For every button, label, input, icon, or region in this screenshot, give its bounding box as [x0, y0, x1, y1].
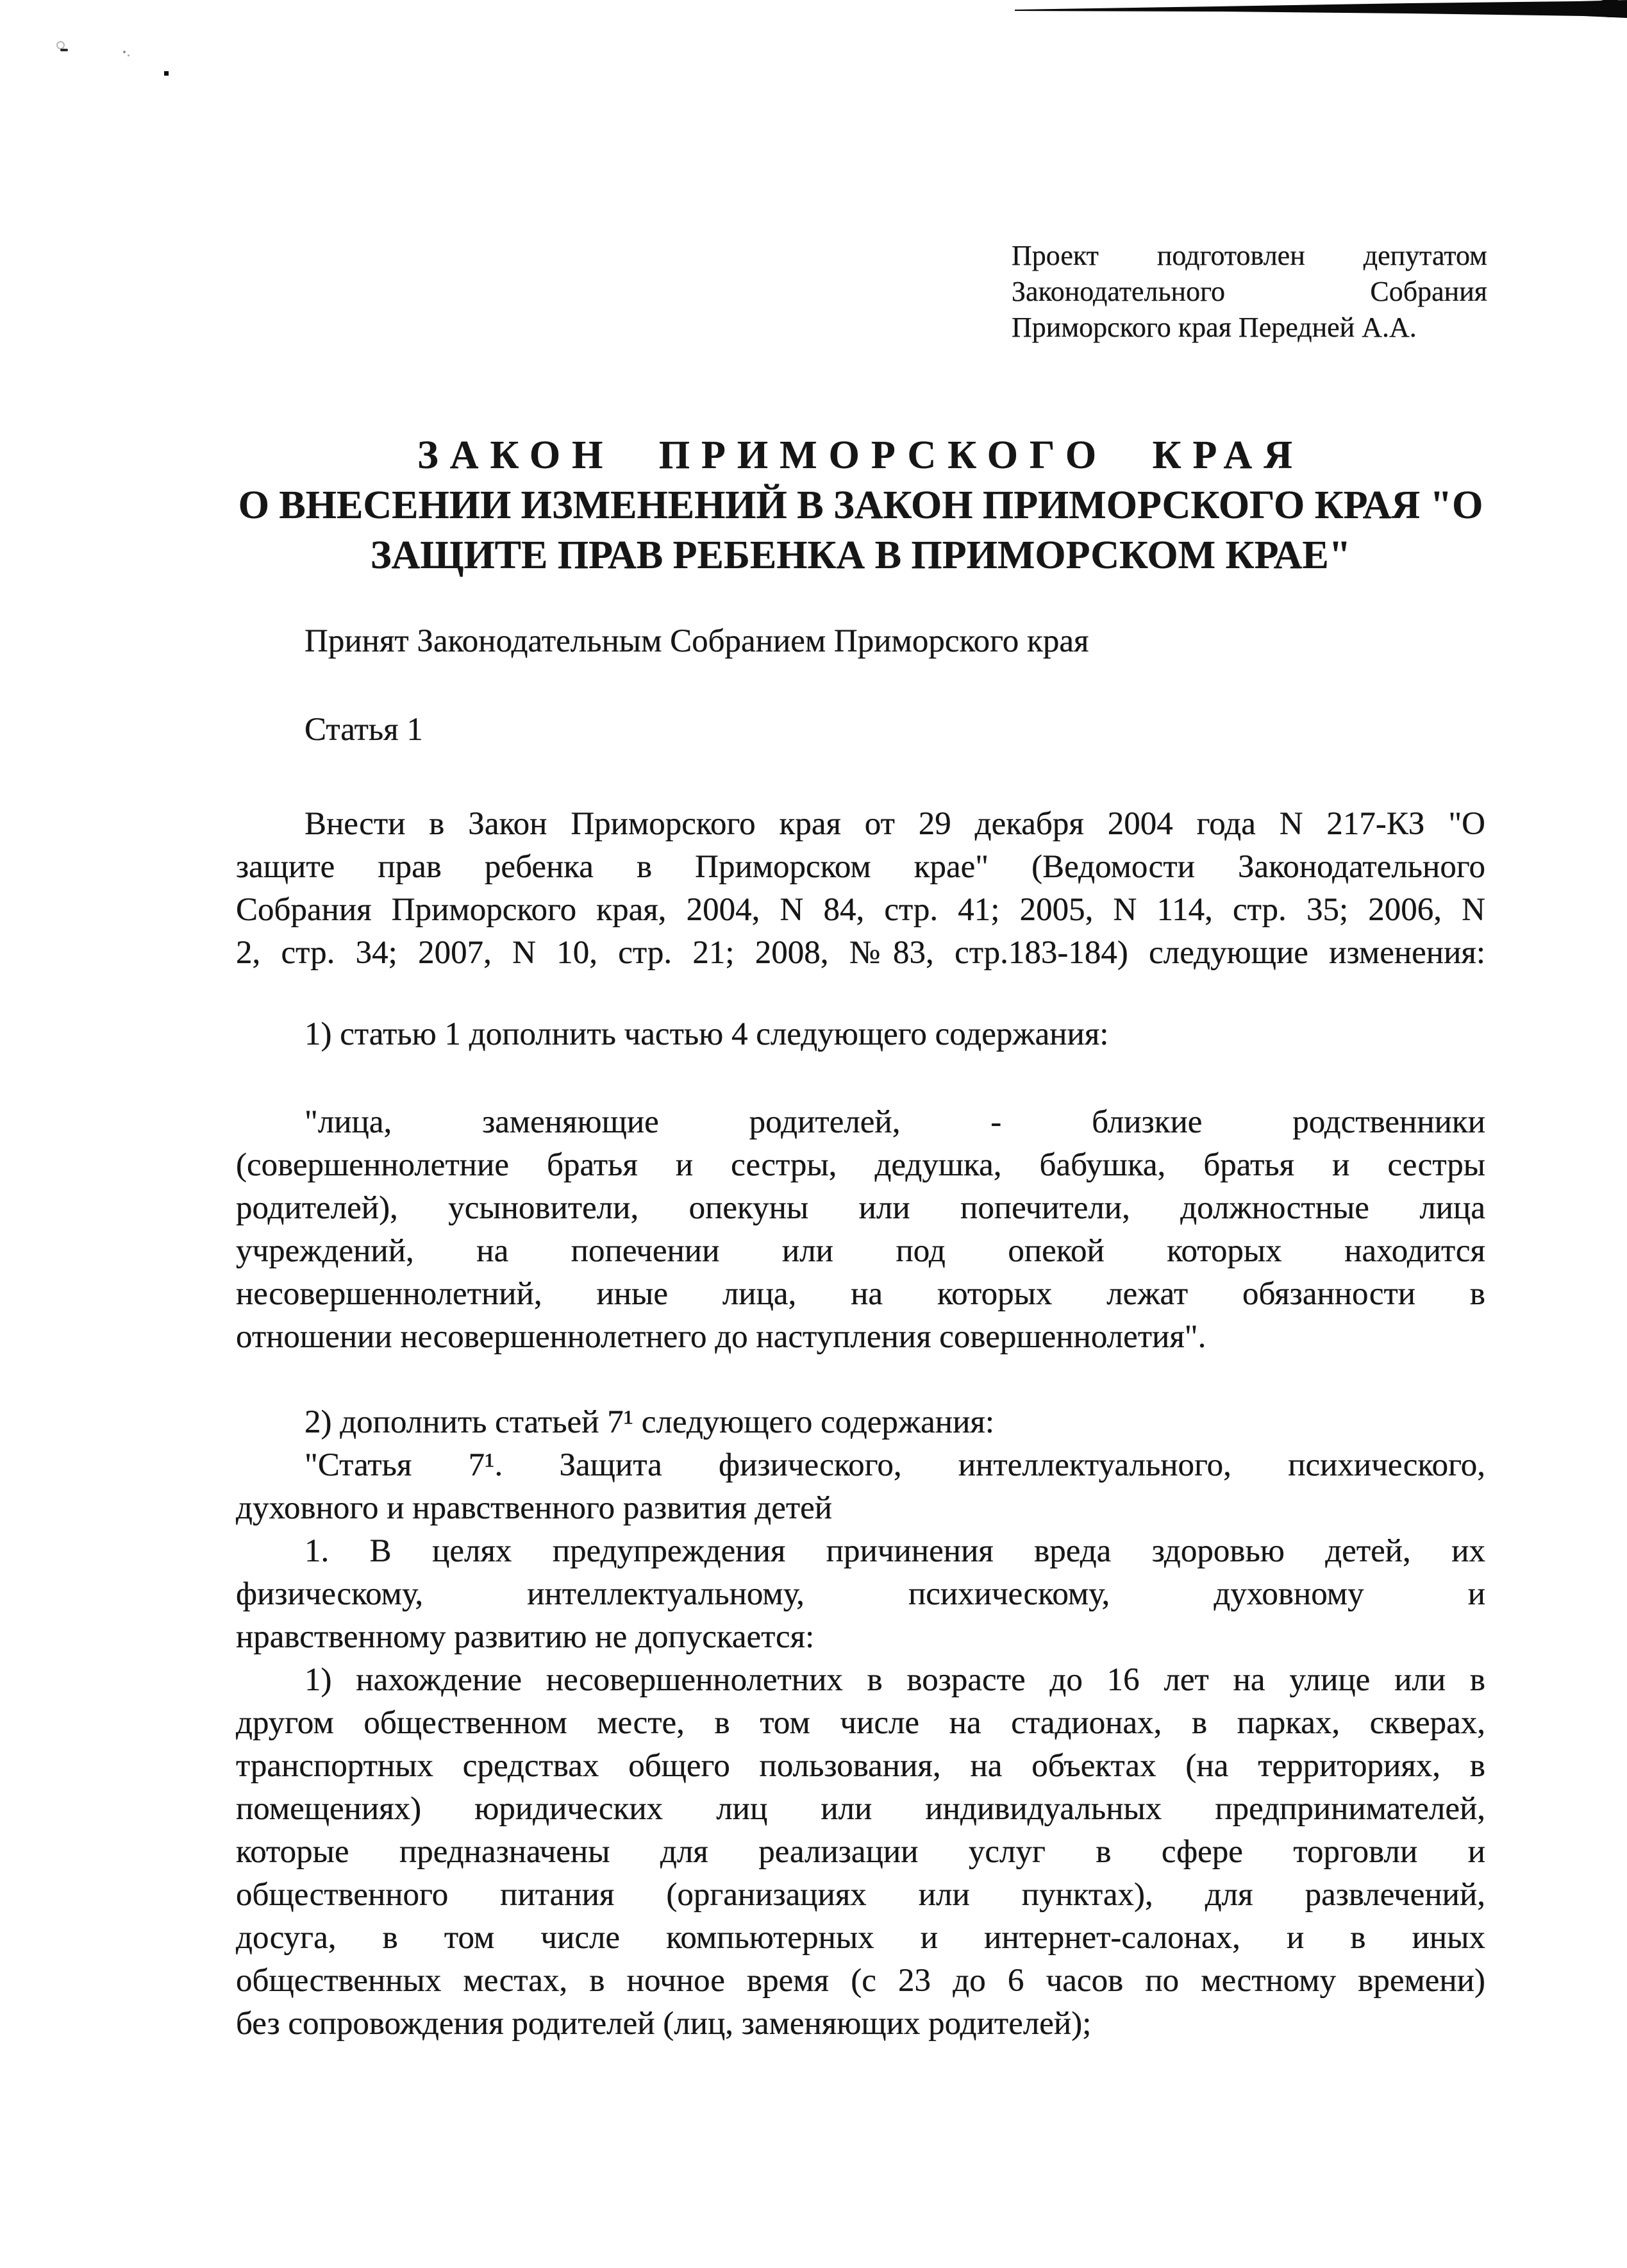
law-subtitle-line: ЗАЩИТЕ ПРАВ РЕБЕНКА В ПРИМОРСКОМ КРАЕ"	[370, 533, 1351, 577]
text-line: которые предназначены для реализации услуг в сфере торговли и	[236, 1834, 1485, 1870]
text-line: учреждений, на попечении или под опекой которых находится	[236, 1233, 1485, 1269]
intro-paragraph	[236, 803, 1485, 975]
adopted-line: Принят Законодательным Собранием Приморского края	[305, 623, 1089, 659]
scan-smudge-artifact	[0, 0, 1627, 31]
law-subtitle-line: О ВНЕСЕНИИ ИЗМЕНЕНИЙ В ЗАКОН ПРИМОРСКОГО КРАЯ "О	[238, 483, 1483, 527]
text-line: 1. В целях предупреждения причинения вреда здоровью детей, их	[305, 1533, 1485, 1569]
text-line: Приморского края Передней А.А.	[1012, 312, 1417, 343]
text-line: физическому, интеллектуальному, психическому, духовному и	[236, 1576, 1485, 1612]
text-line: досуга, в том числе компьютерных и интернет-салонах, и в иных	[236, 1920, 1485, 1956]
text-line: 2) дополнить статьей 7¹ следующего содержания:	[305, 1404, 995, 1440]
text-line: духовного и нравственного развития детей	[236, 1490, 833, 1526]
text-line: защите прав ребенка в Приморском крае" (Ведомости Законодательного	[236, 849, 1485, 885]
text-line: отношении несовершеннолетнего до наступления совершеннолетия".	[236, 1319, 1206, 1355]
text-line: (совершеннолетние братья и сестры, дедушка, бабушка, братья и сестры	[236, 1147, 1485, 1183]
text-line: 1) статью 1 дополнить частью 4 следующего содержания:	[305, 1016, 1109, 1052]
text-line: 1) нахождение несовершеннолетних в возрасте до 16 лет на улице или в	[305, 1662, 1485, 1698]
amendment-item-1	[236, 1013, 1485, 1056]
article-1-heading: Статья 1	[305, 712, 423, 748]
text-line: другом общественном месте, в том числе на стадионах, в парках, скверах,	[236, 1705, 1485, 1741]
text-line: без сопровождения родителей (лиц, заменяющих родителей);	[236, 2006, 1092, 2042]
text-line: помещениях) юридических лиц или индивидуальных предпринимателей,	[236, 1791, 1485, 1827]
text-line: 2, стр. 34; 2007, N 10, стр. 21; 2008, №83, стр.183-184) следующие изменения:	[236, 935, 1485, 971]
text-line: "Статья 7¹. Защита физического, интеллектуального, психического,	[305, 1447, 1485, 1483]
scan-speck-artifact	[123, 51, 126, 53]
text-line: Внести в Закон Приморского края от 29 декабря 2004 года N 217-КЗ "О	[305, 806, 1485, 842]
law-title: ЗАКОН ПРИМОРСКОГО КРАЯ	[417, 433, 1305, 477]
text-line: несовершеннолетний, иные лица, на которых лежат обязанности в	[236, 1276, 1485, 1312]
text-line: Законодательного Собрания	[1012, 276, 1487, 307]
text-line: общественного питания (организациях или пунктах), для развлечений,	[236, 1877, 1485, 1913]
text-line: общественных местах, в ночное время (с 23 до 6 часов по местному времени)	[236, 1963, 1485, 1999]
text-line: транспортных средствах общего пользования, на объектах (на территориях, в	[236, 1748, 1485, 1784]
scan-speck-artifact	[128, 55, 129, 56]
scan-speck-artifact	[164, 71, 169, 76]
scan-speck-artifact	[60, 49, 68, 51]
text-line: "лица, заменяющие родителей, - близкие родственники	[305, 1104, 1485, 1140]
quoted-part-4-paragraph	[236, 1101, 1485, 1359]
preparer-note	[1012, 238, 1487, 346]
text-line: нравственному развитию не допускается:	[236, 1619, 815, 1655]
text-line: Проект подготовлен депутатом	[1012, 240, 1487, 271]
text-line: родителей), усыновители, опекуны или попечители, должностные лица	[236, 1190, 1485, 1226]
amendment-item-2-block	[236, 1401, 1485, 2045]
law-title-block	[236, 430, 1485, 580]
text-line: Собрания Приморского края, 2004, N 84, стр. 41; 2005, N 114, стр. 35; 2006, N	[236, 892, 1485, 928]
